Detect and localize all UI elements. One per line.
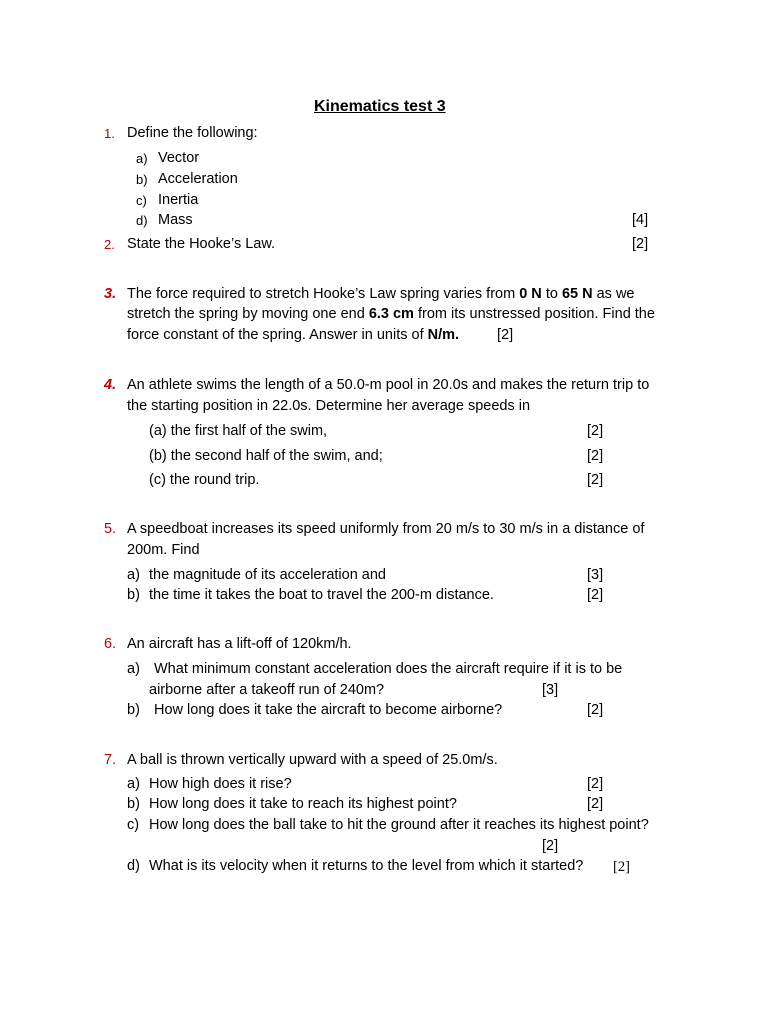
q3-marks: [2]: [497, 327, 514, 343]
q3-number: 3.: [104, 286, 117, 302]
q4-item-c-marks: [2]: [587, 472, 604, 488]
q1-item-a-label: a): [136, 151, 148, 166]
q6-item-a-line-1: What minimum constant acceleration does the aircraft require if it is to be: [154, 661, 623, 677]
q7-item-a-text: How high does it rise?: [149, 776, 292, 792]
q3-line-2: [127, 304, 655, 324]
q6-item-b-text: How long does it take the aircraft to become airborne?: [154, 702, 503, 718]
q5-line-2: 200m. Find: [127, 542, 200, 558]
q7-item-c-marks: [2]: [542, 838, 559, 854]
q5-item-b-label: b): [127, 587, 140, 603]
q2-number: 2.: [104, 237, 115, 252]
q7-item-b-marks: [2]: [587, 796, 604, 812]
q6-item-a-label: a): [127, 661, 140, 677]
q5-item-a-label: a): [127, 567, 140, 583]
q3-bold-2: 65 N: [561, 286, 593, 302]
q5-item-a-text: the magnitude of its acceleration and: [149, 567, 386, 583]
q3-bold-1: 0 N: [519, 286, 542, 302]
q5-item-b-text: the time it takes the boat to travel the 200-m distance.: [149, 587, 494, 603]
q1-item-b-text: Acceleration: [158, 171, 238, 187]
q3-text-3: as we: [592, 286, 635, 302]
q3-text-1: The force required to stretch Hooke’s Law spring varies from: [127, 286, 520, 302]
q3-line-3: [127, 325, 459, 345]
q7-item-c-text: How long does the ball take to hit the ground after it reaches its highest point?: [149, 817, 649, 833]
q6-item-a-marks: [3]: [542, 682, 559, 698]
q7-item-d-marks: [2]: [613, 859, 630, 875]
q4-item-b-marks: [2]: [587, 448, 604, 464]
q6-text: An aircraft has a lift-off of 120km/h.: [127, 636, 352, 652]
q4-item-a-marks: [2]: [587, 423, 604, 439]
q1-item-b-label: b): [136, 172, 148, 187]
q6-number: 6.: [104, 636, 117, 652]
q7-text: A ball is thrown vertically upward with a speed of 25.0m/s.: [127, 752, 498, 768]
q7-item-a-label: a): [127, 776, 140, 792]
q1-item-d-text: Mass: [158, 212, 193, 228]
q1-item-a-text: Vector: [158, 150, 200, 166]
q4-item-c-text: (c) the round trip.: [149, 472, 260, 488]
q1-item-c-label: c): [136, 193, 147, 208]
q2-marks: [2]: [632, 236, 649, 252]
q7-item-b-label: b): [127, 796, 140, 812]
q4-item-a-text: (a) the first half of the swim,: [149, 423, 328, 439]
q1-item-d-label: d): [136, 213, 148, 228]
q3-bold-4: N/m.: [427, 327, 460, 343]
q3-text-4: stretch the spring by moving one end: [127, 306, 369, 322]
q6-item-b-label: b): [127, 702, 140, 718]
q1-text: Define the following:: [127, 125, 258, 141]
q3-text-2: to: [541, 286, 562, 302]
q7-item-b-text: How long does it take to reach its highest point?: [149, 796, 457, 812]
q4-number: 4.: [104, 377, 117, 393]
q6-item-b-marks: [2]: [587, 702, 604, 718]
q5-number: 5.: [104, 521, 117, 537]
q5-item-b-marks: [2]: [587, 587, 604, 603]
q7-item-c-label: c): [127, 817, 140, 833]
q2-text: State the Hooke’s Law.: [127, 236, 276, 252]
q4-line-2: the starting position in 22.0s. Determine her average speeds in: [127, 398, 531, 414]
q6-item-a-line-2: airborne after a takeoff run of 240m?: [149, 682, 385, 698]
q5-item-a-marks: [3]: [587, 567, 604, 583]
q3-text-5: from its unstressed position. Find the: [413, 306, 655, 322]
q4-item-b-text: (b) the second half of the swim, and;: [149, 448, 383, 464]
q7-item-d-label: d): [127, 858, 140, 874]
q1-item-c-text: Inertia: [158, 192, 199, 208]
q4-line-1: An athlete swims the length of a 50.0-m pool in 20.0s and makes the return trip to: [127, 377, 650, 393]
q5-line-1: A speedboat increases its speed uniformly from 20 m/s to 30 m/s in a distance of: [127, 521, 645, 537]
q1-number: 1.: [104, 126, 115, 141]
q7-item-d-text: What is its velocity when it returns to the level from which it started?: [149, 858, 584, 874]
page-title: Kinematics test 3: [314, 98, 446, 115]
q3-text-6: force constant of the spring. Answer in units of: [127, 327, 428, 343]
q1-marks: [4]: [632, 212, 649, 228]
q7-item-a-marks: [2]: [587, 776, 604, 792]
q7-number: 7.: [104, 752, 117, 768]
q3-bold-3: 6.3 cm: [368, 306, 414, 322]
q3-line-1: [127, 284, 635, 304]
